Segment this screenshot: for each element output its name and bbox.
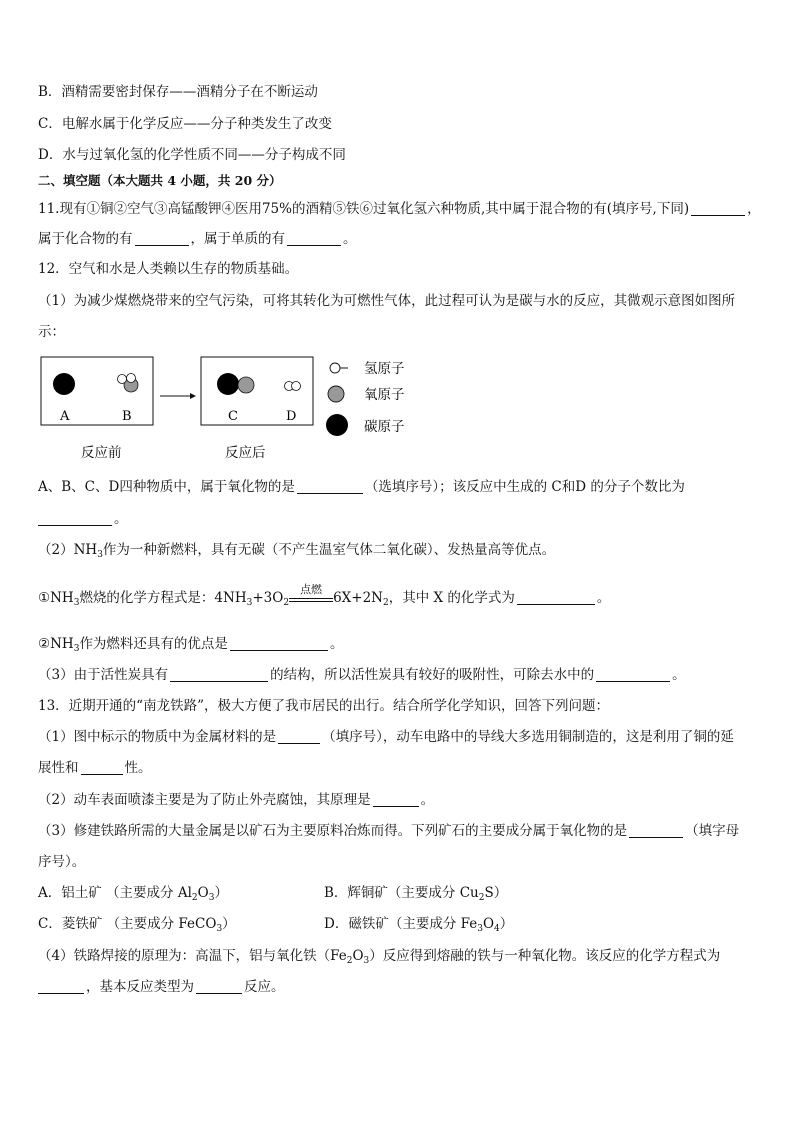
label-d: D: [286, 409, 297, 424]
answer-blank[interactable]: [135, 231, 189, 246]
text: ②NH: [38, 636, 74, 652]
subscript: 2: [346, 956, 353, 966]
q10-option-b: B．酒精需要密封保存——酒精分子在不断运动: [38, 84, 318, 100]
q12-oxide-text: A、B、C、D四种物质中，属于氧化物的是: [38, 479, 295, 495]
text: 的结构，所以活性炭具有较好的吸附性，可除去水中的: [270, 667, 595, 683]
subscript: 3: [363, 956, 370, 966]
q12-ratio-text: （选填序号）；该反应中生成的 C和D 的分子个数比为: [364, 479, 685, 495]
subscript: 3: [73, 644, 80, 654]
answer-blank[interactable]: [629, 823, 683, 838]
answer-blank[interactable]: [170, 667, 268, 682]
text: 。: [420, 792, 435, 808]
co-molecule: [217, 373, 254, 395]
text: O: [352, 948, 364, 964]
q12-equation-line: [38, 582, 758, 609]
q13-p3-line2: 序号）。: [38, 854, 86, 870]
text: 性。: [124, 760, 152, 776]
q11-compound-label: 属于化合物的有: [38, 231, 133, 247]
q12-ratio-end: 。: [114, 511, 128, 527]
text: ）反应得到熔融的铁与一种氧化物。该反应的化学方程式为: [369, 948, 721, 964]
q12-p3: [38, 665, 758, 685]
q13-option-b: B．辉铜矿（主要成分 $Cu_2S$）: [324, 885, 508, 903]
q11-element-label: ，属于单质的有: [190, 231, 285, 247]
answer-blank[interactable]: [38, 511, 112, 526]
caption-before: 反应前: [81, 445, 122, 461]
svg-text:氧原子: 氧原子: [364, 387, 405, 403]
text: 燃烧的化学方程式是：4NH: [79, 590, 247, 606]
answer-blank[interactable]: [287, 231, 341, 246]
q13-p4-line2: [38, 977, 758, 997]
answer-blank[interactable]: [373, 792, 419, 807]
label-c: C: [228, 409, 238, 424]
text: 作为一种新燃料，具有无碳（不产生温室气体二氧化碳）、发热量高等优点。: [102, 542, 556, 558]
q13-p2: [38, 790, 758, 810]
legend-oxygen: [328, 386, 405, 403]
q13-intro: 13．近期开通的“南龙铁路”，极大方便了我市居民的出行。结合所学化学知识，回答下列问题：: [38, 698, 609, 714]
label-a: A: [60, 409, 70, 424]
subscript: 2: [283, 598, 290, 608]
q13-option-c: C．菱铁矿 （主要成分 FeCO$_3$）: [38, 916, 236, 934]
text: （3）由于活性炭具有: [38, 667, 169, 683]
q11-punct: ，: [747, 201, 761, 217]
subscript: 2: [382, 598, 389, 608]
arrow-icon: [160, 393, 196, 399]
q13-p4-line1: [38, 946, 758, 966]
reaction-diagram: [38, 354, 438, 466]
answer-blank[interactable]: [297, 479, 363, 494]
q10-option-c: C．电解水属于化学反应——分子种类发生了改变: [38, 116, 332, 132]
q12-p1-question: [38, 477, 758, 497]
text: ，其中 X 的化学式为: [388, 590, 515, 606]
label-b: B: [122, 409, 132, 424]
q13-options-row1: [38, 883, 758, 903]
q13-option-a: A．铝土矿 （主要成分 $Al_2O_3$）: [38, 885, 228, 903]
text: 。: [329, 636, 344, 652]
subscript: 3: [246, 598, 253, 608]
text: （填序号），动车电路中的导线大多选用铜制造的，这是利用了铜的延: [322, 729, 734, 745]
q11-line2: [38, 229, 758, 249]
q12-p1-line2: 示：: [38, 324, 65, 340]
q11-line1: [38, 199, 761, 219]
answer-blank[interactable]: [278, 729, 320, 744]
h2-molecule: [285, 382, 301, 391]
q10-option-d: D．水与过氧化氢的化学性质不同——分子构成不同: [38, 147, 346, 163]
q13-p3-line1: [38, 821, 758, 841]
subscript: 3: [73, 598, 80, 608]
q12-advantage-line: [38, 634, 758, 654]
q12-p1-answer-line: [38, 509, 758, 529]
answer-blank[interactable]: [81, 760, 123, 775]
subscript: 3: [97, 550, 103, 560]
carbon-atom: [53, 373, 75, 395]
text: （3）修建铁路所需的大量金属是以矿石为主要原料冶炼而得。下列矿石的主要成分属于氧化物的是: [38, 823, 628, 839]
text: 反应。: [244, 979, 285, 995]
q12-intro: 12．空气和水是人类赖以生存的物质基础。: [38, 261, 299, 277]
svg-text:碳原子: 碳原子: [364, 419, 405, 435]
text: （4）铁路焊接的原理为：高温下，铝与氧化铁（Fe: [38, 948, 347, 964]
text: 。: [596, 590, 611, 606]
q12-p1-line1: （1）为减少煤燃烧带来的空气污染，可将其转化为可燃性气体，此过程可认为是碳与水的反应，其微观示意图如图所: [38, 293, 736, 309]
text: 作为燃料还具有的优点是: [79, 636, 228, 652]
legend-hydrogen: [330, 361, 405, 377]
section-title: 二、填空题（本大题共 4 小题，共 20 分）: [38, 173, 282, 188]
text: ，基本反应类型为: [86, 979, 194, 995]
q11-end: 。: [343, 231, 357, 247]
text: 6X+2N: [333, 590, 383, 606]
text: 。: [672, 667, 686, 683]
q13-p1-line2: [38, 758, 758, 778]
legend-carbon: [326, 414, 405, 436]
q12-p2: [38, 540, 758, 560]
q13-option-d: D．磁铁矿（主要成分 $Fe_3O_4$）: [324, 916, 514, 934]
answer-blank[interactable]: [196, 979, 242, 994]
text: （2）NH: [38, 542, 98, 558]
text: （填字母: [685, 823, 740, 839]
answer-blank[interactable]: [517, 590, 595, 605]
reaction-condition: [289, 582, 333, 609]
answer-blank[interactable]: [230, 636, 328, 651]
text: （2）动车表面喷漆主要是为了防止外壳腐蚀，其原理是: [38, 792, 371, 808]
condition-text: 点燃: [300, 582, 323, 596]
answer-blank[interactable]: [38, 979, 84, 994]
text: ①NH: [38, 590, 74, 606]
answer-blank[interactable]: [596, 667, 670, 682]
answer-blank[interactable]: [691, 201, 745, 216]
text: +3O: [252, 590, 284, 606]
svg-text:氢原子: 氢原子: [364, 361, 405, 377]
text: （1）图中标示的物质中为金属材料的是: [38, 729, 277, 745]
q11-text: 11.现有①铜②空气③高锰酸钾④医用75%的酒精⑤铁⑥过氧化氢六种物质,其中属于混合物的有(填序号,下同): [38, 201, 690, 217]
q13-p1-line1: [38, 727, 758, 747]
text: 展性和: [38, 760, 79, 776]
water-molecule: [118, 374, 139, 393]
caption-after: 反应后: [225, 445, 266, 461]
q13-options-row2: [38, 914, 758, 934]
